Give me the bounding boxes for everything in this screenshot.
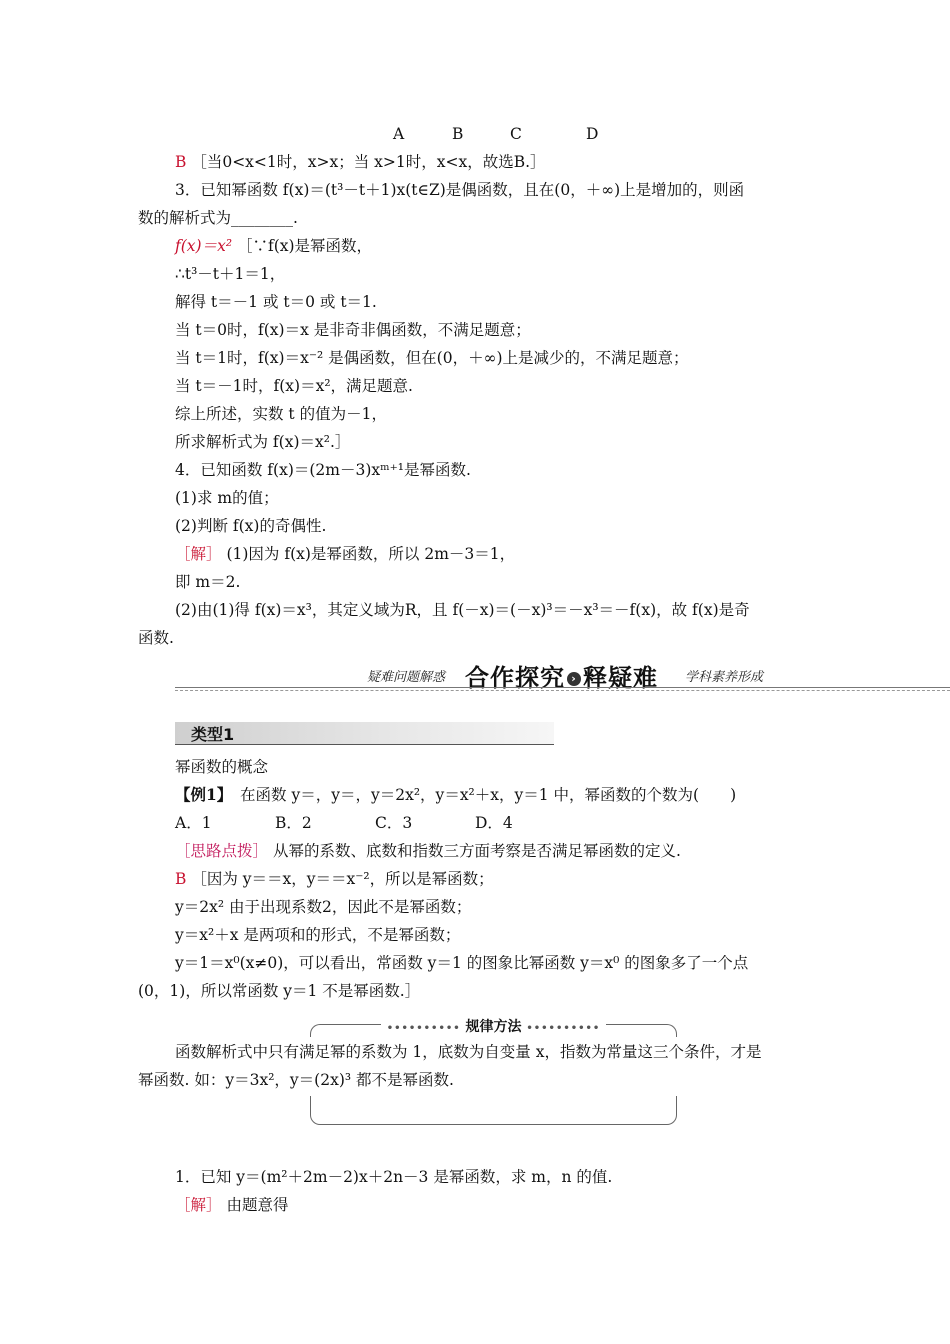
solution-tag: ［解］	[175, 545, 222, 563]
example-text: 在函数 y＝，y＝，y＝2x²，y＝x²＋x，y＝1 中，幂函数的个数为( )	[224, 786, 737, 804]
solution-line: y＝2x² 由于出现系数2，因此不是幂函数；	[175, 898, 472, 916]
question-3-cont: 数的解析式为________.	[138, 209, 298, 227]
type-header	[175, 722, 554, 744]
answer-letter: B	[175, 870, 187, 888]
answer-explanation: ［当0<x<1时，x>x；当 x>1时，x<x，故选B.］	[191, 153, 546, 171]
solution-line: ∴t³－t＋1＝1，	[175, 265, 286, 283]
question-4-part2: (2)判断 f(x)的奇偶性.	[175, 517, 327, 535]
choice-d: D．4	[475, 814, 513, 832]
question-4-part1: (1)求 m的值；	[175, 489, 279, 507]
example-answer	[175, 869, 494, 889]
banner-rule-dashed	[175, 690, 950, 691]
solution-line: 综上所述，实数 t 的值为－1，	[175, 405, 387, 423]
question-3: 3．已知幂函数 f(x)＝(t³－t＋1)x(t∈Z)是偶函数，且在(0，＋∞)上是增加的，则函	[175, 181, 745, 199]
arrow-right-icon: ›	[567, 672, 581, 686]
answer-formula: f(x)＝x²	[175, 237, 233, 255]
question-4: 4．已知函数 f(x)＝(2m－3)xᵐ⁺¹是幂函数.	[175, 461, 471, 479]
answer-letter: B	[175, 153, 187, 171]
solution-line: 函数.	[138, 629, 174, 647]
banner-title-part1: 合作探究	[465, 664, 565, 692]
hint-tag: ［思路点拨］	[175, 842, 269, 860]
choice-b: B．2	[275, 814, 312, 832]
method-box-bottom	[310, 1096, 677, 1125]
answer-explanation: ［因为 y＝＝x，y＝＝x⁻²，所以是幂函数；	[191, 870, 494, 888]
solution-text: (1)因为 f(x)是幂函数，所以 2m－3＝1，	[226, 545, 516, 563]
method-title-text: 规律方法	[465, 1019, 522, 1035]
solution-line: (2)由(1)得 f(x)＝x³，其定义域为R，且 f(－x)＝(－x)³＝－x³＝－f(x)，故 f(x)是奇	[175, 601, 750, 619]
option-label-a: A	[393, 125, 405, 143]
exercise-solution	[175, 1195, 288, 1215]
type-label: 类型1	[191, 725, 235, 744]
answer-explanation: ［∵f(x)是幂函数，	[236, 237, 373, 255]
choice-c: C．3	[375, 814, 413, 832]
type-header-rule	[175, 744, 554, 745]
method-text-1: 函数解析式中只有满足幂的系数为 1，底数为自变量 x，指数为常量这三个条件，才是	[175, 1043, 762, 1061]
example-1	[175, 785, 736, 805]
solution-line: y＝x²＋x 是两项和的形式，不是幂函数；	[175, 926, 461, 944]
method-text-2: 幂函数. 如：y＝3x²，y＝(2x)³ 都不是幂函数.	[138, 1071, 454, 1089]
method-title	[310, 1016, 677, 1036]
solution-line: 当 t＝0时，f(x)＝x 是非奇非偶函数，不满足题意；	[175, 321, 531, 339]
banner-right-text: 学科素养形成	[685, 670, 764, 685]
banner-title-part2: 释疑难	[583, 664, 658, 692]
option-label-d: D	[586, 125, 599, 143]
choice-a: A．1	[175, 814, 212, 832]
exercise-1: 1．已知 y＝(m²＋2m－2)x＋2n－3 是幂函数，求 m，n 的值.	[175, 1168, 613, 1186]
section-banner	[175, 660, 950, 692]
solution-line: y＝1＝x⁰(x≠0)，可以看出，常函数 y＝1 的图象比幂函数 y＝x⁰ 的图象多了一个点	[175, 954, 749, 972]
example-label: 【例1】	[175, 785, 225, 804]
solution-line: 当 t＝1时，f(x)＝x⁻² 是偶函数，但在(0，＋∞)上是减少的，不满足题意；	[175, 349, 689, 367]
solution-text: 由题意得	[221, 1196, 289, 1214]
dots-left-icon: ••••••••••	[386, 1023, 461, 1034]
solution-tag: ［解］	[175, 1196, 222, 1214]
section-title: 幂函数的概念	[175, 758, 269, 776]
answer-line-q2	[175, 152, 546, 172]
solution-q4	[175, 544, 515, 564]
solution-line: 即 m＝2.	[175, 573, 241, 591]
option-label-c: C	[510, 125, 522, 143]
solution-line: 解得 t＝－1 或 t＝0 或 t＝1.	[175, 293, 377, 311]
banner-rule	[175, 687, 950, 688]
solution-line: 所求解析式为 f(x)＝x².］	[175, 433, 351, 451]
hint-line	[175, 841, 681, 861]
solution-line: (0，1)，所以常函数 y＝1 不是幂函数.］	[138, 982, 421, 1000]
option-label-b: B	[452, 125, 464, 143]
solution-line: 当 t＝－1时，f(x)＝x²，满足题意.	[175, 377, 413, 395]
banner-left-text: 疑难问题解惑	[367, 670, 446, 685]
hint-text: 从幂的系数、底数和指数三方面考察是否满足幂函数的定义.	[268, 842, 681, 860]
dots-right-icon: ••••••••••	[526, 1023, 601, 1034]
answer-line-q3	[175, 236, 372, 256]
